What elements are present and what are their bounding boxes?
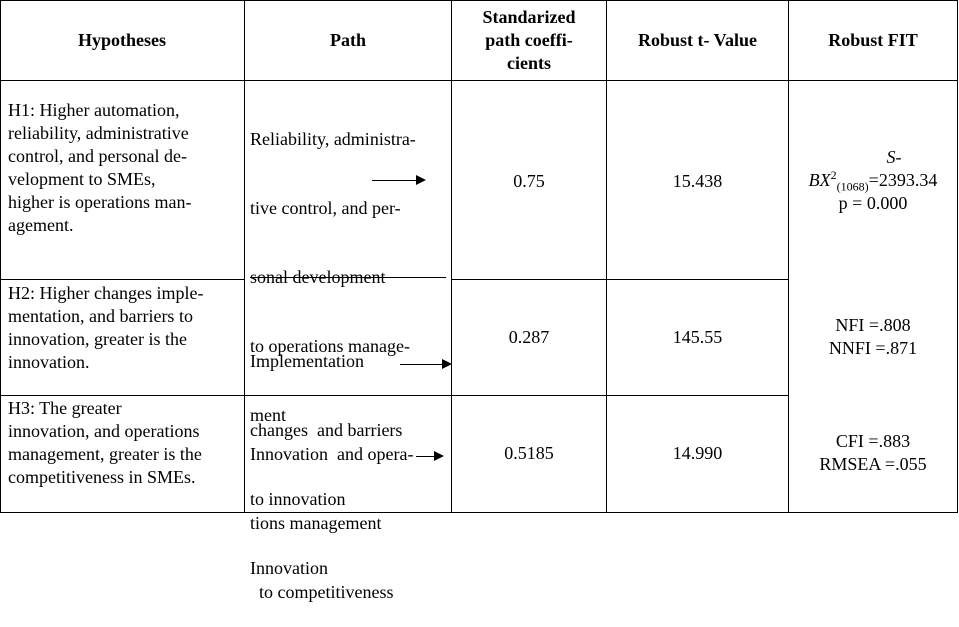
- fit-cfi-block: [789, 430, 957, 476]
- header-divider: [0, 80, 958, 81]
- fit-sbx-prefix: S-: [886, 147, 902, 167]
- row2-hypothesis: H2: Higher changes imple- mentation, and barriers to innovation, greater is the innovation.: [8, 283, 204, 372]
- fit-nfi-block: [789, 314, 957, 360]
- fit-p-value: p = 0.000: [838, 193, 908, 213]
- fit-rmsea: RMSEA =.055: [819, 454, 927, 474]
- fit-sbx-chi-square: $BX^2_{(1068)}=2393.34$: [808, 168, 938, 194]
- row-divider-1-values: [451, 279, 788, 280]
- row3-path-arrow-icon: [416, 456, 442, 457]
- row1-path: Reliability, administra- tive control, and per- sonal development to operations manage- ment: [250, 129, 416, 425]
- header-coefficients: Standarized path coeffi- cients: [482, 7, 576, 73]
- row-divider-1-hyp: [0, 279, 244, 280]
- row2-coefficient: 0.287: [508, 327, 550, 347]
- row3-coefficient: 0.5185: [504, 443, 554, 463]
- row3-path: Innovation and opera- tions management to competitiveness: [250, 444, 414, 602]
- col-divider-2: [451, 0, 452, 513]
- header-fit: Robust FIT: [828, 30, 918, 50]
- row3-hypothesis: H3: The greater innovation, and operations management, greater is the competitiveness in SMEs.: [8, 398, 202, 487]
- row2-path-arrow-icon: [400, 364, 450, 365]
- row2-t-value: 145.55: [672, 327, 723, 347]
- header-hypotheses: Hypotheses: [77, 30, 166, 50]
- col-divider-1: [244, 0, 245, 513]
- row1-path-arrow-icon: [372, 180, 424, 181]
- fit-nfi: NFI =.808: [835, 315, 911, 335]
- col-divider-3: [606, 0, 607, 513]
- row1-hypothesis: H1: Higher automation, reliability, administrative control, and personal de- velopment to SMEs, higher is operations man- agement.: [8, 100, 192, 235]
- row1-t-value: 15.438: [672, 171, 723, 191]
- header-t-value: Robust t- Value: [637, 30, 758, 50]
- row1-coefficient: 0.75: [513, 171, 545, 191]
- header-path: Path: [330, 30, 366, 50]
- fit-cfi: CFI =.883: [835, 431, 911, 451]
- row3-t-value: 14.990: [672, 443, 723, 463]
- fit-sbx-block: [789, 146, 957, 215]
- fit-nnfi: NNFI =.871: [828, 338, 918, 358]
- row2-path: Implementation changes and barriers to innovation Innovation: [250, 351, 403, 578]
